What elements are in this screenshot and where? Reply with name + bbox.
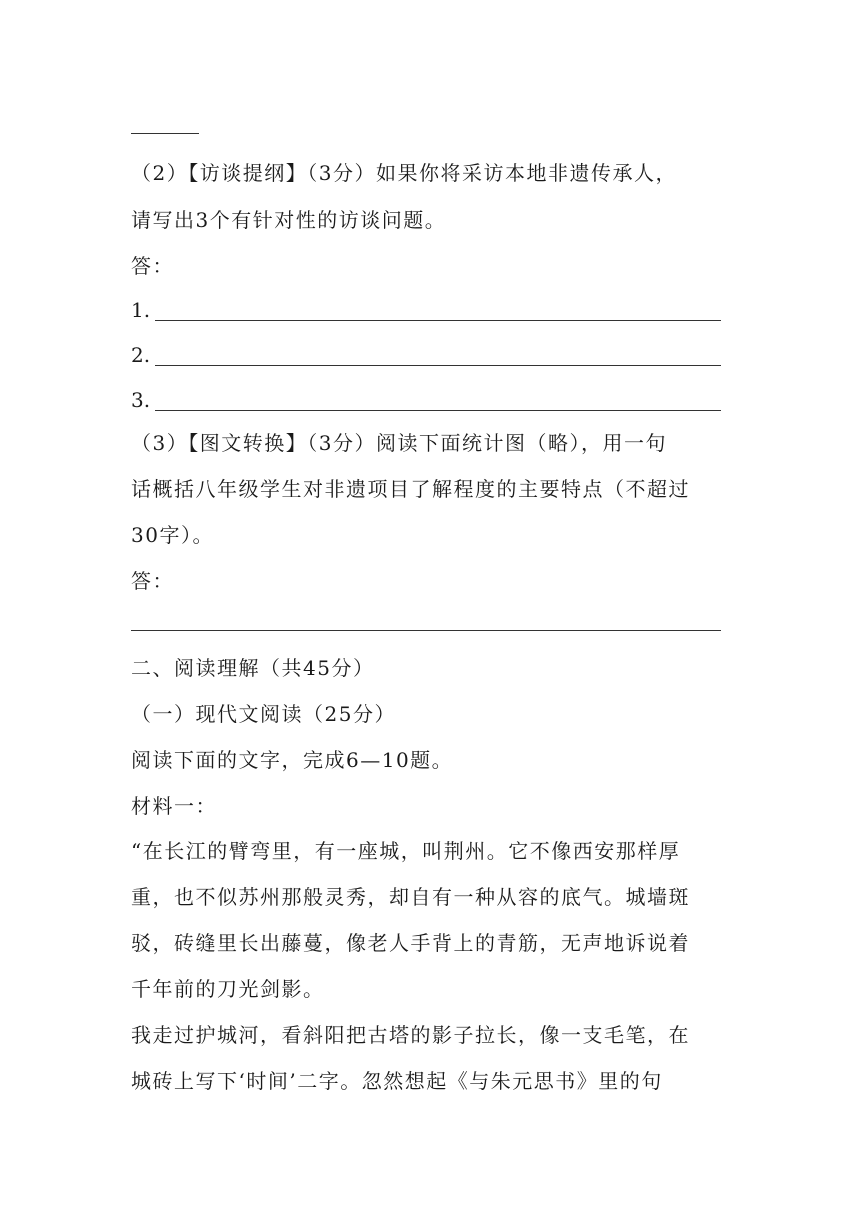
item-number: 2. [131, 343, 151, 367]
answer-blank [155, 365, 721, 366]
q3-answer-label: 答： [131, 569, 174, 593]
passage-line-3: 驳，砖缝里长出藤蔓，像老人手背上的青筋，无声地诉说着 [131, 931, 690, 955]
q3-answer-line [131, 630, 721, 631]
item-number: 1. [131, 298, 151, 322]
answer-blank [155, 410, 721, 411]
passage-line-2: 重，也不似苏州那般灵秀，却自有一种从容的底气。城墙斑 [131, 885, 690, 909]
item-number: 3. [131, 388, 151, 412]
q2-answer-label: 答： [131, 254, 174, 278]
q3-prompt-line-2: 话概括八年级学生对非遗项目了解程度的主要特点（不超过 [131, 477, 690, 501]
material-label: 材料一： [131, 794, 217, 818]
q2-prompt-line-2: 请写出3个有针对性的访谈问题。 [131, 208, 447, 232]
reading-instruction: 阅读下面的文字，完成6—10题。 [131, 748, 454, 772]
q2-answer-item-2 [131, 342, 150, 368]
passage-line-1: “在长江的臂弯里，有一座城，叫荆州。它不像西安那样厚 [131, 839, 681, 863]
answer-blank [155, 320, 721, 321]
q3-prompt-line-1: （3）【图文转换】（3分）阅读下面统计图（略），用一句 [131, 431, 667, 455]
q3-prompt-line-3: 30字）。 [131, 523, 214, 547]
passage-line-5: 我走过护城河，看斜阳把古塔的影子拉长，像一支毛笔，在 [131, 1023, 690, 1047]
top-answer-line [131, 133, 199, 134]
q2-answer-item-1 [131, 297, 150, 323]
section-heading: 二、阅读理解（共45分） [131, 656, 375, 680]
passage-line-4: 千年前的刀光剑影。 [131, 977, 325, 1001]
passage-line-6: 城砖上写下‘时间’二字。忽然想起《与朱元思书》里的句 [131, 1069, 663, 1093]
q2-prompt-line-1: （2）【访谈提纲】（3分）如果你将采访本地非遗传承人， [131, 161, 677, 185]
sub-section-heading: （一）现代文阅读（25分） [131, 702, 396, 726]
q2-answer-item-3 [131, 387, 150, 413]
